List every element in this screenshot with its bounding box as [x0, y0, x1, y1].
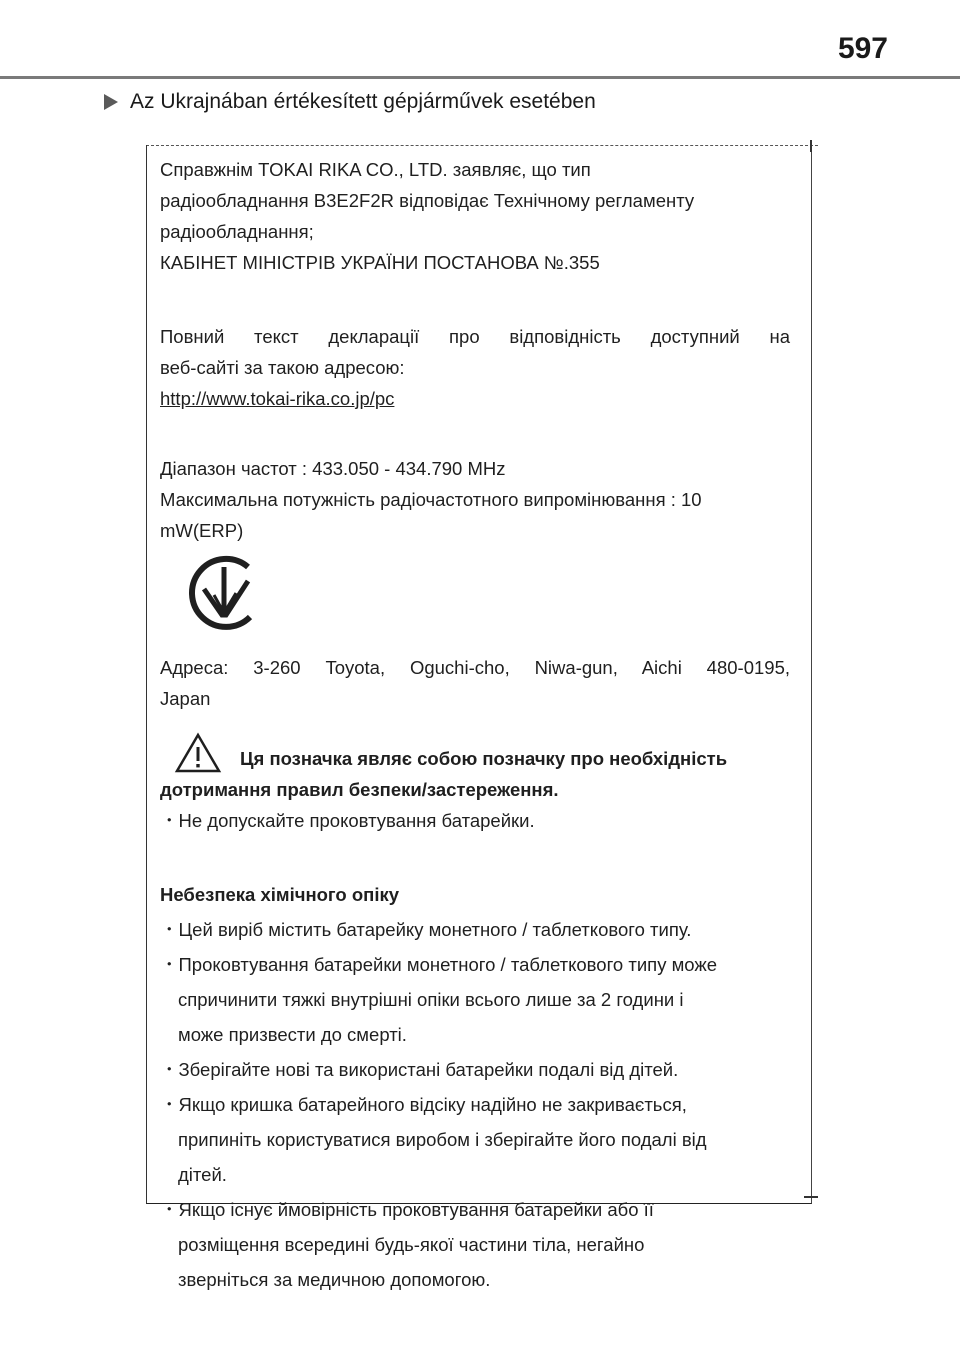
- address-line: Japan: [160, 688, 211, 709]
- max-power-line: mW(ERP): [160, 520, 244, 541]
- section-heading: [104, 90, 596, 114]
- warning-text: Ця позначка являє собою позначку про необхідність: [240, 748, 728, 769]
- warning-triangle-icon: [174, 732, 222, 774]
- max-power-line: Максимальна потужність радіочастотного випромінювання : 10: [160, 489, 702, 510]
- warning-row: [160, 732, 790, 774]
- chemical-burn-title: Небезпека хімічного опіку: [160, 884, 400, 905]
- declaration-url[interactable]: http://www.tokai-rika.co.jp/pc: [160, 388, 395, 409]
- chemical-bullet-cont: припиніть користуватися виробом і зберігайте його подалі від: [178, 1129, 707, 1150]
- warning-text: дотримання правил безпеки/застереження.: [160, 779, 559, 800]
- chemical-bullet: ・Якщо існує ймовірність проковтування батарейки або її: [160, 1199, 654, 1220]
- address-line: Адреса: 3-260 Toyota, Oguchi-cho, Niwa-gun, Aichi 480-0195,: [160, 657, 790, 678]
- declaration-text: [160, 150, 790, 1295]
- chemical-bullet: ・Якщо кришка батарейного відсіку надійно не закривається,: [160, 1094, 687, 1115]
- header-rule: [0, 76, 960, 79]
- chemical-bullet: ・Цей виріб містить батарейку монетного / таблеткового типу.: [160, 919, 692, 940]
- chemical-bullet: ・Проковтування батарейки монетного / таблеткового типу може: [160, 954, 718, 975]
- corner-mark: [804, 1196, 818, 1198]
- fulltext-line: Повний текст декларації про відповідність доступний на: [160, 326, 790, 347]
- intro-line: радіообладнання B3E2F2R відповідає Технічному регламенту: [160, 190, 695, 211]
- intro-line: Справжнім TOKAI RIKA CO., LTD. заявляє, що тип: [160, 159, 591, 180]
- chemical-bullet-cont: зверніться за медичною допомогою.: [178, 1269, 491, 1290]
- triangle-right-icon: [104, 94, 118, 110]
- chemical-bullet: ・Зберігайте нові та використані батарейки подалі від дітей.: [160, 1059, 679, 1080]
- intro-line: радіообладнання;: [160, 221, 314, 242]
- frequency-range: Діапазон частот : 433.050 - 434.790 MHz: [160, 458, 506, 479]
- ukraine-conformity-mark-icon: [186, 555, 264, 633]
- warning-bullet: ・Не допускайте проковтування батарейки.: [160, 810, 535, 831]
- conformity-mark-row: [160, 546, 790, 642]
- intro-line: КАБІНЕТ МІНІСТРІВ УКРАЇНИ ПОСТАНОВА №.355: [160, 252, 600, 273]
- chemical-bullet-cont: розміщення всередині будь-якої частини тіла, негайно: [178, 1234, 645, 1255]
- chemical-bullet-cont: може призвести до смерті.: [178, 1024, 407, 1045]
- section-title: Az Ukrajnában értékesített gépjárművek esetében: [130, 90, 596, 113]
- chemical-bullet-cont: дітей.: [178, 1164, 227, 1185]
- fulltext-line: веб-сайті за такою адресою:: [160, 357, 405, 378]
- chemical-bullet-cont: спричинити тяжкі внутрішні опіки всього лише за 2 години і: [178, 989, 684, 1010]
- corner-mark: [810, 140, 812, 152]
- page-number: 597: [837, 32, 888, 65]
